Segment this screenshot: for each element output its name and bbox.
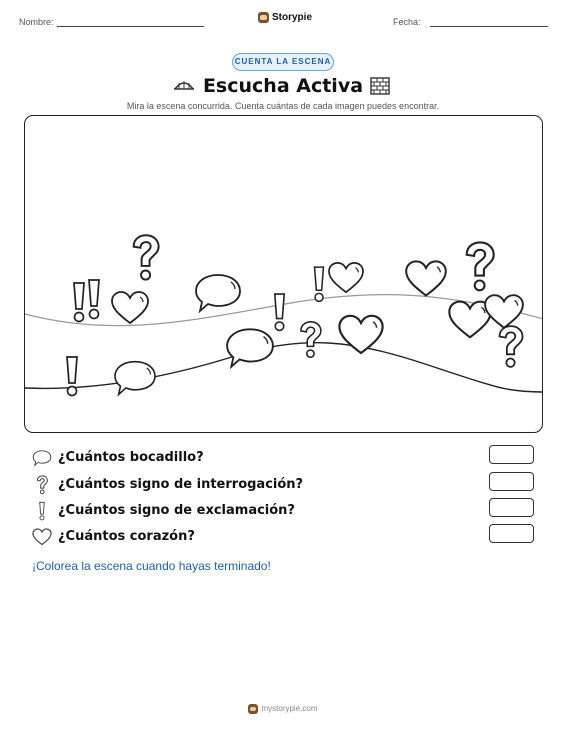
question-mark-icon[interactable]: [459, 240, 499, 294]
page-title: Escucha Activa: [202, 75, 364, 97]
question-mark-icon[interactable]: [296, 320, 324, 360]
question-text: ¿Cuántos corazón?: [58, 529, 195, 544]
title-row: [0, 74, 566, 98]
question-question-mark: [32, 475, 542, 495]
question-heart: [32, 527, 542, 547]
footer-url[interactable]: mystorypie.com: [261, 704, 318, 714]
exclamation-mark-icon[interactable]: [85, 276, 103, 322]
footer: [0, 704, 566, 714]
exclamation-mark-icon[interactable]: [63, 353, 81, 399]
heart-icon[interactable]: [337, 313, 385, 357]
speech-bubble-icon: [32, 448, 52, 468]
heart-icon[interactable]: [404, 259, 448, 299]
answer-box[interactable]: [489, 498, 534, 517]
name-label: Nombre:: [19, 17, 54, 27]
instructions: Mira la escena concurrida. Cuenta cuántas de cada imagen puedes encontrar.: [126, 101, 440, 111]
closing-instruction: ¡Colorea la escena cuando hayas terminado!: [32, 559, 271, 573]
brick-wall-icon: [370, 76, 390, 96]
heart-icon[interactable]: [483, 293, 525, 331]
worksheet-header: [0, 10, 566, 34]
answer-box[interactable]: [489, 524, 534, 543]
question-text: ¿Cuántos signo de interrogación?: [58, 477, 304, 492]
activity-badge: CUENTA LA ESCENA: [232, 53, 334, 71]
question-speech-bubble: [32, 448, 542, 468]
question-text: ¿Cuántos signo de exclamación?: [58, 503, 295, 518]
speech-bubble-icon[interactable]: [112, 358, 158, 398]
date-label: Fecha:: [393, 17, 421, 27]
storypie-logo-icon: [248, 704, 258, 714]
question-mark-icon: [32, 475, 52, 495]
heart-icon[interactable]: [327, 261, 365, 295]
exclamation-mark-icon[interactable]: [311, 264, 327, 304]
answer-box[interactable]: [489, 472, 534, 491]
heart-icon[interactable]: [110, 290, 150, 326]
storypie-logo-icon: [258, 12, 269, 23]
name-line[interactable]: [57, 26, 204, 27]
speech-bubble-icon[interactable]: [224, 325, 276, 371]
speech-bubble-icon[interactable]: [193, 271, 243, 315]
question-text: ¿Cuántos bocadillo?: [58, 450, 204, 465]
heart-icon: [32, 527, 52, 547]
answer-box[interactable]: [489, 445, 534, 464]
exclamation-mark-icon: [32, 501, 52, 521]
question-exclamation-mark: [32, 501, 542, 521]
question-mark-icon[interactable]: [127, 233, 163, 283]
date-line[interactable]: [430, 26, 548, 27]
brand-name: Storypie: [272, 12, 313, 23]
exclamation-mark-icon[interactable]: [271, 291, 288, 333]
busy-scene[interactable]: [24, 115, 543, 433]
brand: [258, 12, 312, 23]
